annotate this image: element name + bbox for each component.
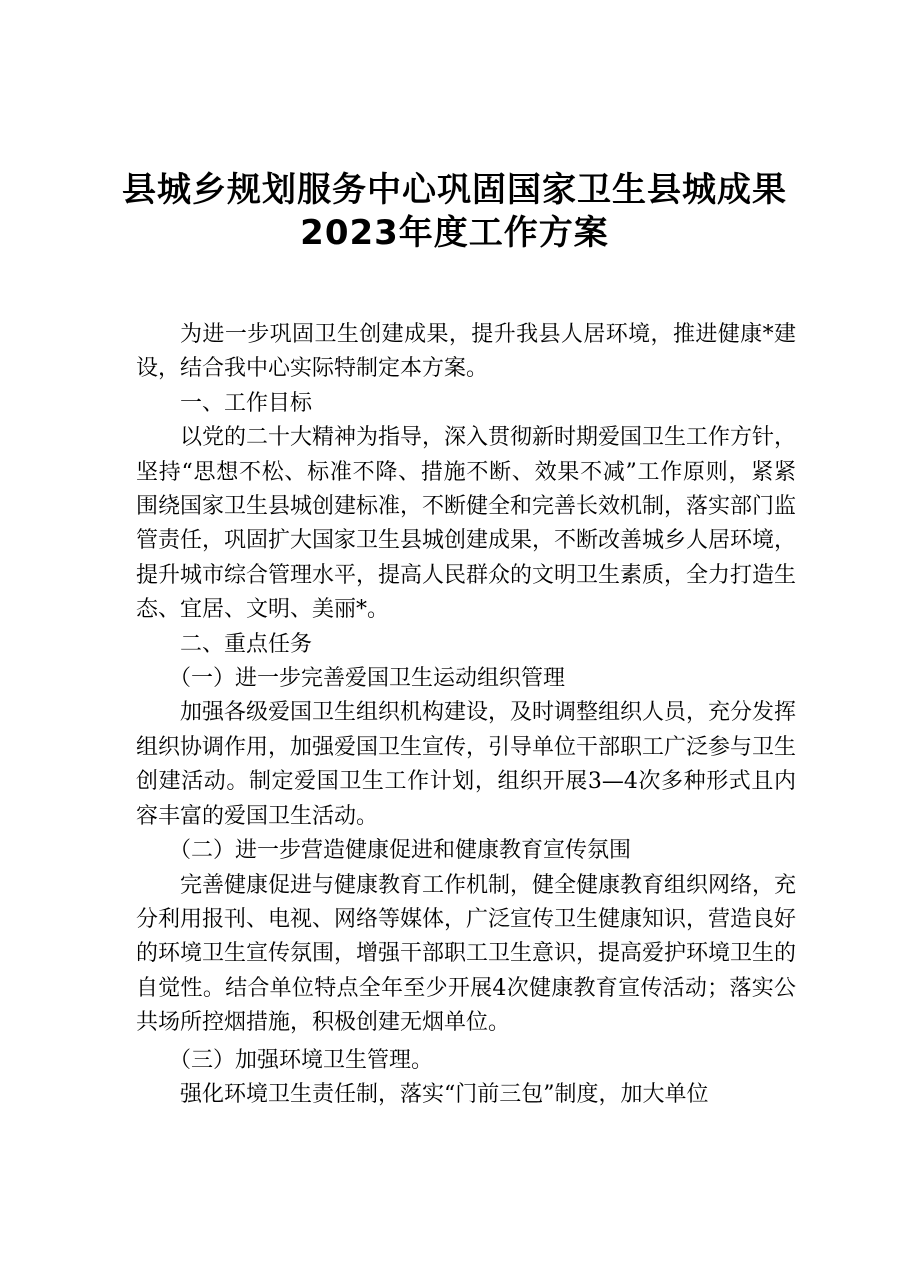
document-title-line-2: 2023年度工作方案 xyxy=(300,213,609,253)
intro-paragraph: 为进一步巩固卫生创建成果，提升我县人居环境，推进健康*建设，结合我中心实际特制定本方案。 xyxy=(136,322,796,382)
subsection-2-paragraph: 完善健康促进与健康教育工作机制，健全健康教育组织网络，充分利用报刊、电视、网络等媒体，广泛宣传卫生健康知识，营造良好的环境卫生宣传氛围，增强干部职工卫生意识，提高爱护环境卫生的自觉性。结合单位特点全年至少开展4次健康教育宣传活动；落实公共场所控烟措施，积极创建无烟单位。 xyxy=(136,872,797,1036)
subsection-1-paragraph: 加强各级爱国卫生组织机构建设，及时调整组织人员，充分发挥组织协调作用，加强爱国卫生宣传，引导单位干部职工广泛参与卫生创建活动。制定爱国卫生工作计划，组织开展3—4次多种形式且内容丰富的爱国卫生活动。 xyxy=(136,700,797,829)
subsection-3-paragraph: 强化环境卫生责任制，落实“门前三包”制度，加大单位 xyxy=(180,1081,709,1107)
section-1-paragraph: 以党的二十大精神为指导，深入贯彻新时期爱国卫生工作方针，坚持“思想不松、标准不降、措施不断、效果不减”工作原则，紧紧围绕国家卫生县城创建标准，不断健全和完善长效机制，落实部门监管责任，巩固扩大国家卫生县城创建成果，不断改善城乡人居环境，提升城市综合管理水平，提高人民群众的文明卫生素质，全力打造生态、宜居、文明、美丽*。 xyxy=(136,425,797,623)
subsection-1-heading: （一）进一步完善爱国卫生运动组织管理 xyxy=(169,666,566,692)
section-2-heading: 二、重点任务 xyxy=(180,631,313,657)
subsection-2-heading: （二）进一步营造健康促进和健康教育宣传氛围 xyxy=(169,838,632,864)
document-title-line-1: 县城乡规划服务中心巩固国家卫生县城成果 xyxy=(122,170,787,210)
document-body xyxy=(136,318,796,1112)
subsection-3-heading: （三）加强环境卫生管理。 xyxy=(169,1047,434,1073)
section-1-heading: 一、工作目标 xyxy=(180,390,313,416)
